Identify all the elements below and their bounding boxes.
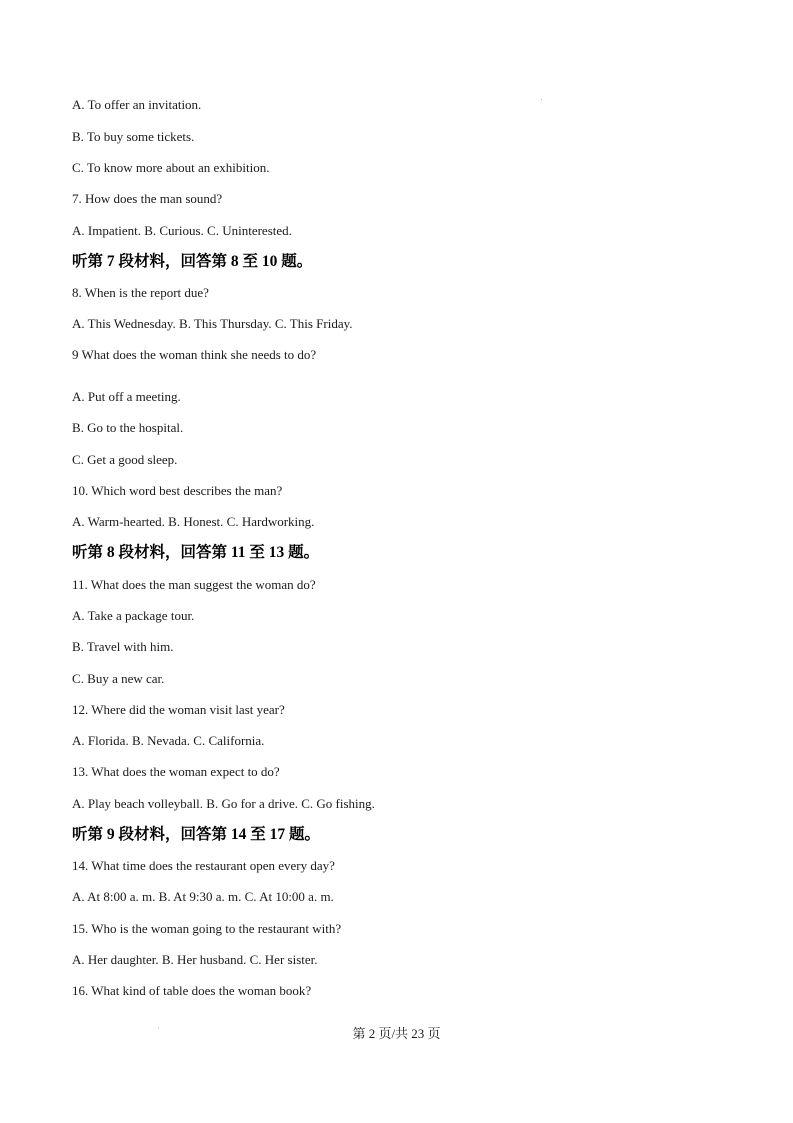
section-heading: 听第 7 段材料，回答第 8 至 10 题。 [72, 253, 313, 270]
option-line: A. Take a package tour. [72, 608, 195, 623]
question-line: 7. How does the man sound? [72, 191, 223, 206]
option-line: A. Impatient. B. Curious. C. Uninterested. [72, 223, 292, 238]
option-line: B. Travel with him. [72, 639, 174, 654]
option-line: C. Buy a new car. [72, 671, 165, 686]
option-line: A. Florida. B. Nevada. C. California. [72, 733, 265, 748]
page-number-footer: 第 2 页/共 23 页 [352, 1026, 441, 1041]
option-line: B. To buy some tickets. [72, 129, 195, 144]
question-line: 13. What does the woman expect to do? [72, 764, 280, 779]
question-line: 9 What does the woman think she needs to do? [72, 347, 317, 362]
question-line: 11. What does the man suggest the woman do? [72, 577, 316, 592]
question-line: 8. When is the report due? [72, 285, 209, 300]
option-line: A. Her daughter. B. Her husband. C. Her sister. [72, 952, 318, 967]
option-line: A. Warm-hearted. B. Honest. C. Hardworking. [72, 514, 315, 529]
question-line: 15. Who is the woman going to the restaurant with? [72, 921, 342, 936]
option-line: A. This Wednesday. B. This Thursday. C. This Friday. [72, 316, 353, 331]
option-line: A. To offer an invitation. [72, 97, 202, 112]
question-line: 14. What time does the restaurant open every day? [72, 858, 335, 873]
scan-speck [541, 99, 542, 100]
option-line: B. Go to the hospital. [72, 420, 184, 435]
option-line: A. Play beach volleyball. B. Go for a drive. C. Go fishing. [72, 796, 375, 811]
section-heading: 听第 9 段材料，回答第 14 至 17 题。 [72, 826, 321, 843]
option-line: A. At 8:00 a. m. B. At 9:30 a. m. C. At 10:00 a. m. [72, 889, 334, 904]
option-line: C. Get a good sleep. [72, 452, 178, 467]
option-line: A. Put off a meeting. [72, 389, 181, 404]
question-line: 12. Where did the woman visit last year? [72, 702, 285, 717]
question-line: 16. What kind of table does the woman book? [72, 983, 312, 998]
question-line: 10. Which word best describes the man? [72, 483, 283, 498]
option-line: C. To know more about an exhibition. [72, 160, 270, 175]
section-heading: 听第 8 段材料，回答第 11 至 13 题。 [72, 544, 320, 561]
